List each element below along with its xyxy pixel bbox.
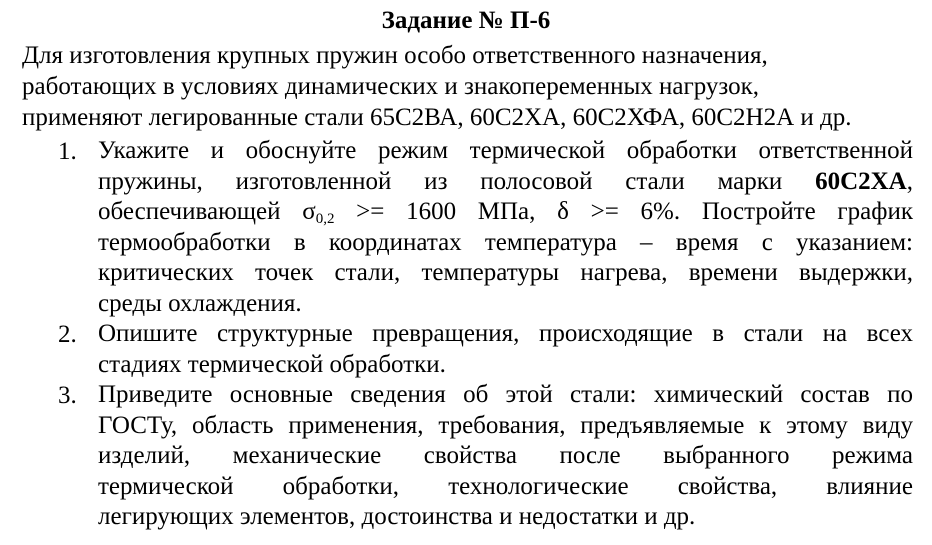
item-text-segment: обеспечивающей σ: [98, 198, 316, 225]
item-line: термообработки в координатах температура – время с указанием:: [98, 228, 913, 256]
item-line: легирующих элементов, достоинства и недостатки и др.: [98, 503, 696, 530]
item-text: [98, 380, 913, 533]
item-line: критических точек стали, температуры нагрева, времени выдержки,: [98, 259, 913, 286]
item-text: [98, 136, 913, 319]
intro-paragraph: [22, 40, 917, 133]
item-number: 3.: [58, 382, 77, 409]
item-number: 1.: [58, 138, 77, 165]
intro-line: Для изготовления крупных пружин особо ответственного назначения,: [22, 42, 768, 69]
item-line: [98, 197, 913, 228]
item-text: [98, 319, 913, 380]
item-text-segment: >= 1600 МПа, δ >= 6%. Постройте график: [334, 198, 914, 225]
subscript: 0,2: [315, 211, 335, 227]
item-line: [98, 167, 913, 198]
item-line: Опишите структурные превращения, происходящие в стали на всех: [98, 320, 913, 347]
item-text-segment: ,: [906, 167, 913, 195]
item-line: стадиях термической обработки.: [98, 350, 446, 378]
item-line: термической обработки, технологические свойства, влияние: [98, 472, 913, 500]
item-line: Приведите основные сведения об этой стали: химический состав по: [98, 381, 913, 408]
item-line: ГОСТу, область применения, требования, предъявляемые к этому виду: [98, 411, 913, 439]
intro-line: работающих в условиях динамических и знакопеременных нагрузок,: [22, 73, 760, 100]
item-line: изделий, механические свойства после выбранного режима: [98, 442, 913, 469]
steel-grade: 60С2ХА: [815, 167, 907, 195]
item-text-segment: пружины, изготовленной из полосовой стали марки: [98, 167, 816, 195]
intro-line: применяют легированные стали 65С2ВА, 60С2ХА, 60С2ХФА, 60С2Н2А и др.: [22, 104, 852, 131]
item-line: Укажите и обоснуйте режим термической обработки ответственной: [98, 137, 913, 164]
item-line: среды охлаждения.: [98, 289, 302, 317]
task-title: Задание № П-6: [381, 7, 551, 34]
item-number: 2.: [58, 321, 77, 348]
